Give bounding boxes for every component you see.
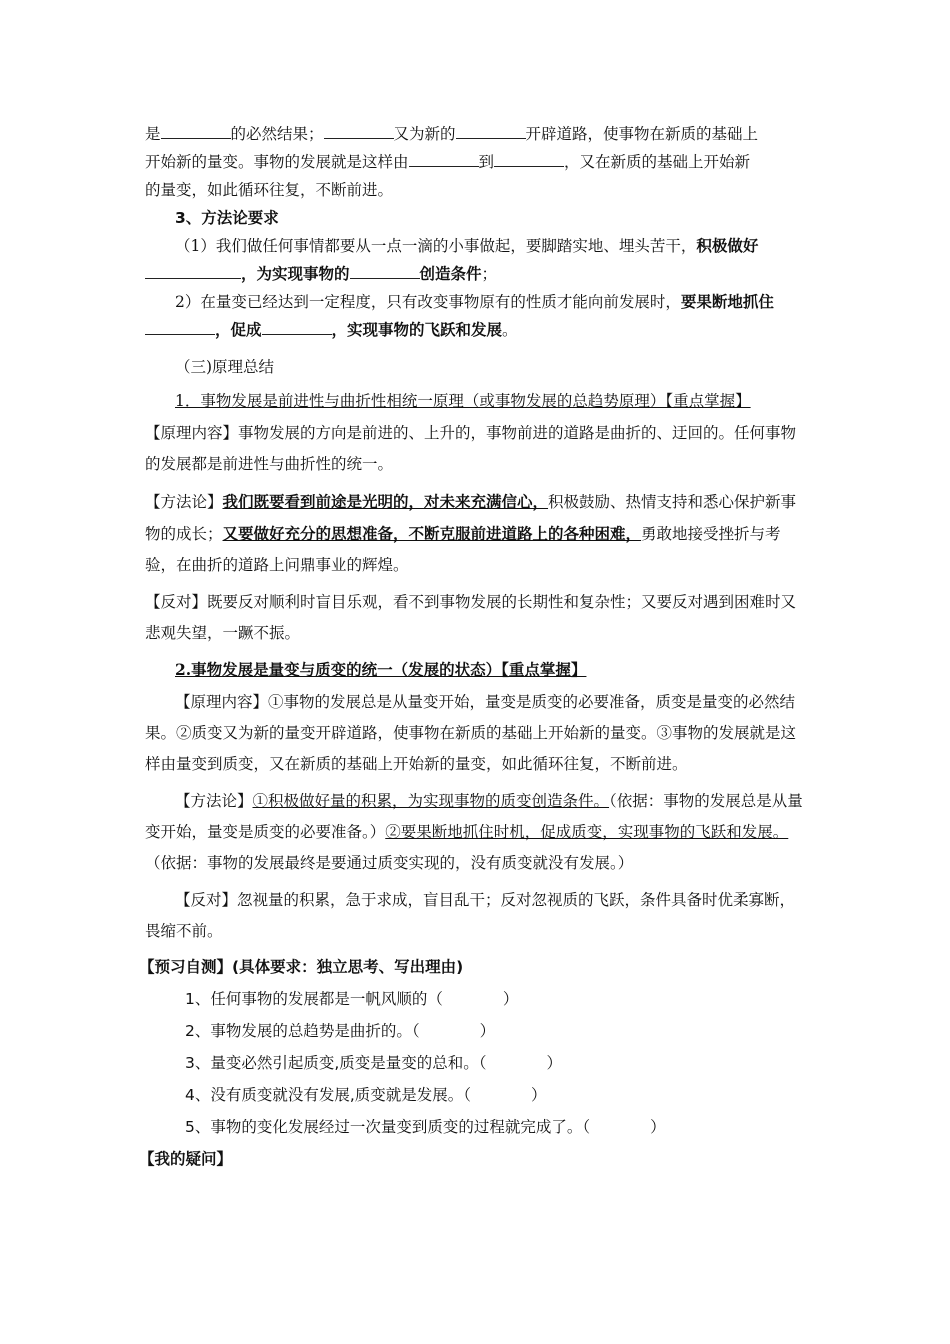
principle-1-title: 1．事物发展是前进性与曲折性相统一原理（或事物发展的总趋势原理）【重点掌握】 bbox=[175, 392, 751, 410]
principle-1-oppose bbox=[145, 587, 810, 649]
text: 创造条件 bbox=[419, 264, 482, 283]
principle-2-title: 2.事物发展是量变与质变的统一（发展的状态）【重点掌握】 bbox=[175, 660, 587, 679]
fill-blank[interactable] bbox=[350, 262, 420, 279]
fill-blank[interactable] bbox=[145, 262, 241, 279]
quiz-item bbox=[145, 1111, 810, 1143]
text: 又要做好充分的思想准备，不断克服前进道路上的各种困难， bbox=[222, 524, 642, 543]
text: ①事物的发展总是从量变开始，量变是质变的必要准备，质变是量变的必然结果。②质变又为新的量变开辟道路，使事物在新质的基础上开始新的量变。③事物的发展就是这样由量变到质变，又在新质的基础上开始新的量变，如此循环往复，不断前进。 bbox=[145, 693, 797, 773]
method-heading: 3、方法论要求 bbox=[175, 209, 279, 227]
summary-heading: （三)原理总结 bbox=[175, 358, 275, 376]
text: ，为实现事物的 bbox=[241, 264, 350, 283]
principle-1-content bbox=[145, 418, 810, 480]
label: 【原理内容】 bbox=[145, 424, 239, 442]
label: 【方法论】 bbox=[145, 493, 223, 511]
text: 2）在量变已经达到一定程度，只有改变事物原有的性质才能向前发展时， bbox=[175, 293, 681, 311]
text: 2、事物发展的总趋势是曲折的。（ bbox=[185, 1022, 420, 1040]
principle-2-oppose bbox=[145, 885, 810, 947]
text: （依据：事物的发展总是从量变开始，量变是质变的必要准备。） bbox=[145, 792, 803, 841]
document-page bbox=[139, 120, 810, 1175]
text: 事物发展的方向是前进的、上升的，事物前进的道路是曲折的、迂回的。任何事物的发展都是前进性与曲折性的统一。 bbox=[145, 424, 797, 473]
text: ） bbox=[650, 1118, 666, 1136]
label: 【方法论】 bbox=[175, 792, 253, 810]
method-item-1 bbox=[145, 232, 810, 288]
text: （依据：事物的发展最终是要通过质变实现的，没有质变就没有发展。） bbox=[145, 854, 634, 872]
text: 忽视量的积累，急于求成，盲目乱干；反对忽视质的飞跃，条件具备时优柔寡断，畏缩不前。 bbox=[145, 891, 796, 940]
text: 的必然结果； bbox=[230, 125, 324, 143]
fill-blank[interactable] bbox=[494, 150, 564, 167]
para1-line2 bbox=[145, 148, 810, 176]
text: ，实现事物的飞跃和发展 bbox=[331, 320, 503, 339]
text: ） bbox=[531, 1086, 547, 1104]
text: 开始新的量变。事物的发展就是这样由 bbox=[145, 153, 409, 171]
text: 我们既要看到前途是光明的，对未来充满信心， bbox=[222, 492, 549, 511]
quiz-item bbox=[145, 1047, 810, 1079]
para1-line1 bbox=[145, 120, 810, 148]
text: 4、没有质变就没有发展,质变就是发展。（ bbox=[185, 1086, 472, 1104]
fill-blank[interactable] bbox=[262, 318, 332, 335]
text: 。 bbox=[502, 321, 518, 339]
text: ，又在新质的基础上开始新 bbox=[564, 153, 751, 171]
text: ①积极做好量的积累，为实现事物的质变创造条件。 bbox=[252, 792, 610, 810]
quiz-section bbox=[139, 951, 810, 1175]
quiz-heading: 【预习自测】(具体要求：独立思考、写出理由) bbox=[139, 958, 464, 976]
text: 开辟道路，使事物在新质的基础上 bbox=[525, 125, 759, 143]
quiz-item bbox=[145, 1079, 810, 1111]
label: 【原理内容】 bbox=[175, 693, 269, 711]
fill-blank[interactable] bbox=[456, 122, 526, 139]
text: 5、事物的变化发展经过一次量变到质变的过程就完成了。（ bbox=[185, 1118, 591, 1136]
text: ②要果断地抓住时机，促成质变，实现事物的飞跃和发展。 bbox=[385, 823, 789, 841]
fill-blank[interactable] bbox=[409, 150, 479, 167]
principle-1-method bbox=[145, 486, 810, 581]
text: 又为新的 bbox=[393, 125, 456, 143]
principle-2-content bbox=[145, 687, 810, 780]
text: ） bbox=[479, 1022, 496, 1040]
text: 勇敢地接受挫折与考验，在曲折的道路上问鼎事业的辉煌。 bbox=[145, 525, 781, 574]
text: 积极做好 bbox=[696, 236, 759, 255]
principle-2-method bbox=[145, 786, 810, 879]
label: 【反对】 bbox=[145, 593, 208, 611]
text: 3、量变必然引起质变,质变是量变的总和。（ bbox=[185, 1054, 487, 1072]
question-heading: 【我的疑问】 bbox=[139, 1150, 233, 1168]
text: ） bbox=[546, 1054, 563, 1072]
method-item-2 bbox=[145, 288, 810, 344]
text: ，促成 bbox=[215, 320, 262, 339]
quiz-item bbox=[145, 983, 810, 1015]
text: 积极鼓励、热情支持和悉心保护新事物的成长； bbox=[145, 493, 797, 543]
quiz-item bbox=[145, 1015, 810, 1047]
text: 要果断地抓住 bbox=[680, 292, 774, 311]
text: 到 bbox=[478, 153, 495, 171]
text: 既要反对顺利时盲目乐观，看不到事物发展的长期性和复杂性；又要反对遇到困难时又悲观失望，一蹶不振。 bbox=[145, 593, 797, 642]
fill-blank[interactable] bbox=[145, 318, 215, 335]
text: ； bbox=[481, 265, 498, 283]
label: 【反对】 bbox=[175, 891, 238, 909]
para1-line3: 的量变，如此循环往复，不断前进。 bbox=[145, 181, 394, 199]
fill-blank[interactable] bbox=[161, 122, 231, 139]
fill-blank[interactable] bbox=[324, 122, 394, 139]
text: 是 bbox=[145, 125, 161, 143]
text: ） bbox=[502, 990, 519, 1008]
text: 1、任何事物的发展都是一帆风顺的（ bbox=[185, 990, 443, 1008]
text: （1）我们做任何事情都要从一点一滴的小事做起，要脚踏实地、埋头苦干， bbox=[175, 237, 697, 255]
